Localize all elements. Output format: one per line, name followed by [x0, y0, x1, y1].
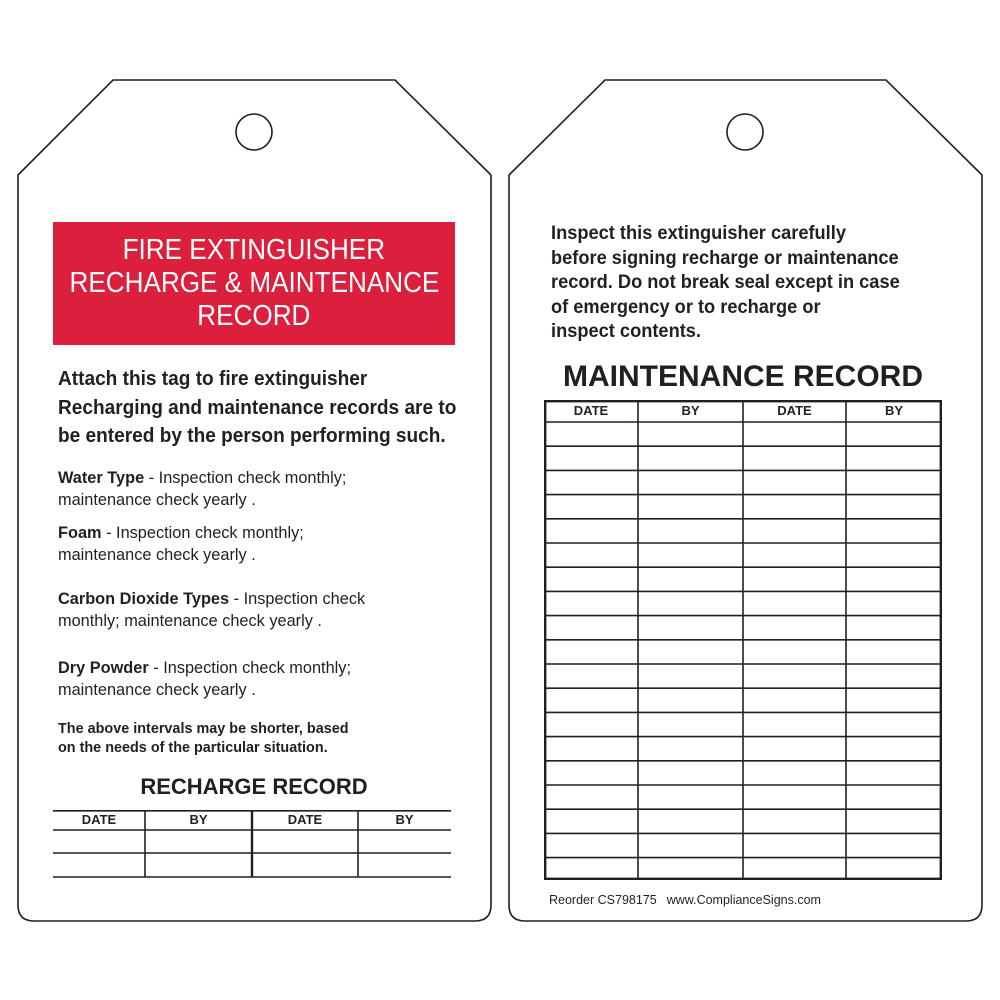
- item-detail: - Inspection check monthly;: [101, 523, 304, 542]
- website-link[interactable]: www.ComplianceSigns.com: [666, 893, 821, 907]
- instruction-line-5: inspect contents.: [551, 321, 701, 342]
- col-head-date: DATE: [573, 403, 609, 418]
- col-head-date: DATE: [81, 812, 117, 827]
- maintenance-table-grid: [544, 400, 942, 880]
- item-detail: - Inspection check monthly;: [144, 468, 347, 487]
- note-line-2: on the needs of the particular situation.: [58, 739, 328, 756]
- instruction-line-4: of emergency or to recharge or: [551, 296, 821, 318]
- right-grommet-hole: [727, 114, 763, 150]
- col-head-by: BY: [884, 403, 904, 418]
- item-detail-line2: monthly; maintenance check yearly .: [58, 611, 322, 630]
- instruction-line-1: Inspect this extinguisher carefully: [551, 223, 846, 244]
- col-head-date: DATE: [777, 403, 812, 418]
- reorder-code: Reorder CS798175: [549, 893, 657, 907]
- item-detail-line2: maintenance check yearly .: [58, 680, 256, 699]
- maintenance-record-table: [544, 400, 942, 880]
- intro-line-1: Attach this tag to fire extinguisher: [58, 367, 368, 390]
- col-head-date: DATE: [287, 812, 323, 827]
- item-detail: - Inspection check monthly;: [148, 658, 351, 677]
- item-name: Water Type: [58, 468, 145, 487]
- recharge-record-title: RECHARGE RECORD: [140, 774, 368, 799]
- reorder-footer: [549, 892, 821, 908]
- item-detail-line2: maintenance check yearly .: [58, 545, 256, 564]
- col-head-by: BY: [395, 812, 414, 827]
- banner-line-3: RECORD: [197, 300, 311, 332]
- intro-line-3: be entered by the person performing such.: [58, 424, 446, 447]
- instruction-line-2: before signing recharge or maintenance: [551, 247, 899, 269]
- inspection-instructions: [551, 222, 954, 345]
- maintenance-record-title: MAINTENANCE RECORD: [563, 360, 923, 393]
- col-head-by: BY: [681, 403, 700, 418]
- item-name: Carbon Dioxide Types: [58, 589, 230, 608]
- item-name: Foam: [58, 523, 102, 542]
- banner-line-2: RECHARGE & MAINTENANCE: [69, 267, 439, 299]
- item-detail-line2: maintenance check yearly .: [58, 490, 256, 509]
- intro-line-2: Recharging and maintenance records are to: [58, 395, 457, 419]
- item-name: Dry Powder: [58, 658, 149, 677]
- banner-line-1: FIRE EXTINGUISHER: [122, 234, 386, 266]
- item-detail: - Inspection check: [229, 589, 366, 608]
- note-line-1: The above intervals may be shorter, based: [58, 720, 349, 737]
- col-head-by: BY: [189, 812, 208, 827]
- instruction-line-3: record. Do not break seal except in case: [551, 272, 900, 293]
